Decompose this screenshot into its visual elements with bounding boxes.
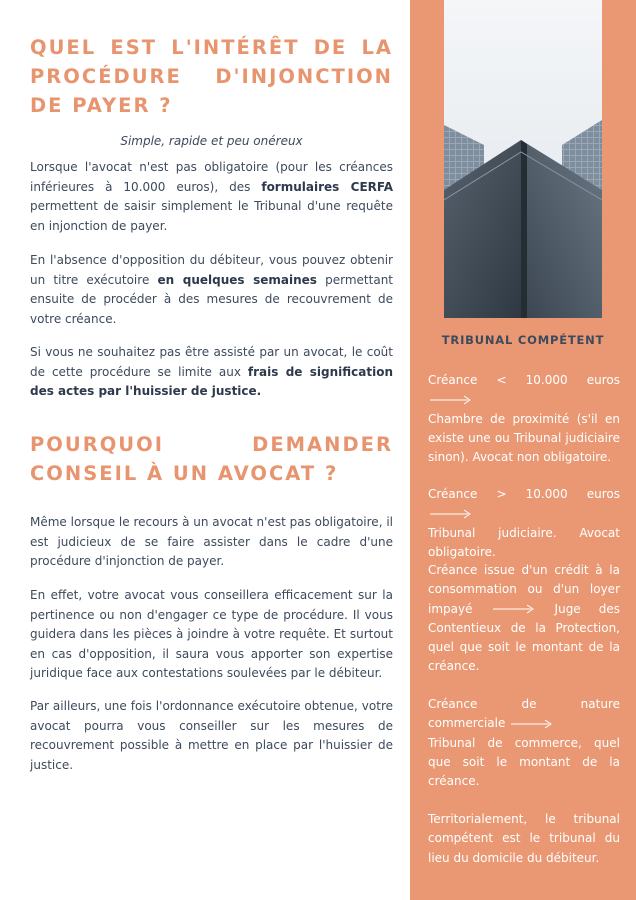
sidebar-title: TRIBUNAL COMPÉTENT	[441, 333, 605, 347]
sidebar-item-consommation: Créance issue d'un crédit à la consommation ou d'un loyer impayé Juge des Contentieux de la Protection, quel que soit le montant de la créance.	[428, 563, 620, 674]
sidebar-item-creance-inf: Créance < 10.000 euros Chambre de proximité (s'il en existe une ou Tribunal judiciaire sinon). Avocat non obligatoire.	[428, 373, 620, 465]
heading-interet: QUEL EST L'INTÉRÊT DE LA PROCÉDURE D'INJONCTION DE PAYER ?	[30, 36, 393, 117]
arrow-right-icon	[428, 395, 474, 405]
bold-frais: frais de signification des actes par l'huissier de justice.	[30, 364, 393, 399]
subtitle: Simple, rapide et peu onéreux	[120, 134, 303, 148]
paragraph-en-effet: En effet, votre avocat vous conseillera efficacement sur la pertinence ou non d'engager ce type de procédure. Il vous guidera dans les pièces à joindre à votre requête. Et surtout en cas d'opposition, il saura vous apporter son expertise juridique face aux contestations soulevées par le débiteur.	[30, 588, 393, 681]
bold-cerfa: formulaires CERFA	[261, 179, 393, 194]
heading-conseil: POURQUOI DEMANDER CONSEIL À UN AVOCAT ?	[30, 433, 393, 485]
building-illustration	[444, 0, 602, 318]
sidebar-item-commerciale: Créance de nature commerciale Tribunal de commerce, quel que soit le montant de la créance.	[428, 697, 620, 789]
paragraph-par-ailleurs: Par ailleurs, une fois l'ordonnance exécutoire obtenue, votre avocat pourra vous conseiller sur les mesures de recouvrement possible à mettre en place par l'huissier de justice.	[30, 699, 393, 772]
arrow-right-icon	[491, 604, 537, 614]
sidebar-item-creance-sup: Créance > 10.000 euros Tribunal judiciaire. Avocat obligatoire.	[428, 487, 620, 559]
sidebar-item-territorial: Territorialement, le tribunal compétent est le tribunal du lieu du domicile du débiteur.	[428, 812, 620, 865]
arrow-right-icon	[509, 719, 555, 729]
paragraph-cerfa: Lorsque l'avocat n'est pas obligatoire (pour les créances inférieures à 10.000 euros), des formulaires CERFA permettent de saisir simplement le Tribunal d'une requête en injonction de payer.	[30, 160, 393, 233]
paragraph-opposition: En l'absence d'opposition du débiteur, vous pouvez obtenir un titre exécutoire en quelques semaines permettant ensuite de procéder à des mesures de recouvrement de votre créance.	[30, 253, 394, 326]
arrow-right-icon	[428, 509, 474, 519]
paragraph-recours: Même lorsque le recours à un avocat n'est pas obligatoire, il est judicieux de se faire assister dans le cadre d'une procédure d'injonction de payer.	[30, 515, 393, 569]
bold-semaines: en quelques semaines	[157, 272, 317, 287]
paragraph-cout: Si vous ne souhaitez pas être assisté par un avocat, le coût de cette procédure se limite aux frais de signification des actes par l'huissier de justice.	[30, 345, 393, 399]
building-photo	[444, 0, 602, 318]
